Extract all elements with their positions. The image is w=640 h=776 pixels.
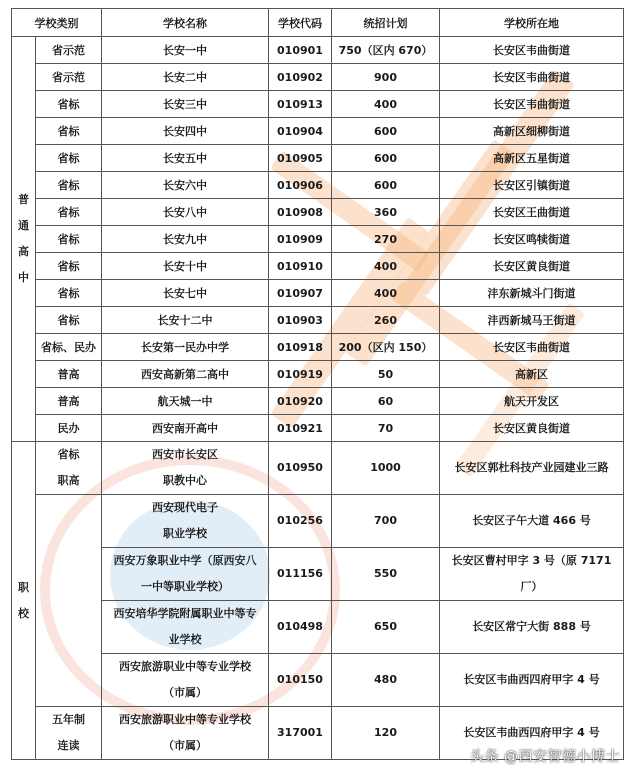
table-row [12,415,624,442]
cell-location: 长安区韦曲街道 [440,64,624,91]
cell-plan: 600 [332,145,440,172]
cell-location: 长安区鸣犊街道 [440,226,624,253]
group-label-high-school: 普 通 高 中 [12,37,36,442]
cell-location: 航天开发区 [440,388,624,415]
cell-plan: 60 [332,388,440,415]
school-enrollment-table [11,8,624,760]
cell-type: 省标 职高 [36,442,102,495]
cell-name: 长安九中 [102,226,269,253]
cell-plan: 400 [332,280,440,307]
cell-code: 010950 [269,442,332,495]
cell-name: 西安南开高中 [102,415,269,442]
cell-name: 西安现代电子 职业学校 [102,495,269,548]
header-school-category: 学校类别 [12,9,102,37]
cell-type: 普高 [36,361,102,388]
cell-type: 省标 [36,280,102,307]
cell-plan: 750（区内 670） [332,37,440,64]
cell-code: 010901 [269,37,332,64]
table-row [12,199,624,226]
table-row [12,601,624,654]
cell-code: 010903 [269,307,332,334]
table-row [12,64,624,91]
cell-location: 长安区郭杜科技产业园建业三路 [440,442,624,495]
cell-location: 沣东新城斗门街道 [440,280,624,307]
cell-type: 省标 [36,91,102,118]
cell-type: 省标 [36,199,102,226]
cell-location: 长安区引镇街道 [440,172,624,199]
header-school-code: 学校代码 [269,9,332,37]
cell-code: 010902 [269,64,332,91]
cell-plan: 900 [332,64,440,91]
cell-plan: 650 [332,601,440,654]
table-row [12,307,624,334]
table-row [12,654,624,707]
header-school-name: 学校名称 [102,9,269,37]
cell-code: 010921 [269,415,332,442]
cell-code: 010919 [269,361,332,388]
cell-code: 010498 [269,601,332,654]
cell-plan: 400 [332,253,440,280]
table-row [12,495,624,548]
table-row [12,91,624,118]
cell-type: 五年制 连读 [36,707,102,760]
cell-code: 010918 [269,334,332,361]
table-row [12,253,624,280]
cell-plan: 600 [332,172,440,199]
cell-code: 010920 [269,388,332,415]
cell-code: 317001 [269,707,332,760]
table-row [12,334,624,361]
cell-name: 长安十中 [102,253,269,280]
cell-code: 010904 [269,118,332,145]
cell-name: 长安二中 [102,64,269,91]
cell-location: 长安区韦曲街道 [440,37,624,64]
source-credit-watermark: 头条 @西安智德小博士 [470,749,620,765]
cell-location: 长安区韦曲街道 [440,334,624,361]
cell-code: 010906 [269,172,332,199]
cell-type [36,495,102,707]
table-header-row [12,9,624,37]
cell-code: 011156 [269,548,332,601]
cell-type: 省标 [36,253,102,280]
cell-name: 西安高新第二高中 [102,361,269,388]
cell-plan: 120 [332,707,440,760]
table-row [12,172,624,199]
cell-plan: 260 [332,307,440,334]
cell-name: 长安第一民办中学 [102,334,269,361]
table-row [12,118,624,145]
cell-plan: 600 [332,118,440,145]
cell-code: 010910 [269,253,332,280]
cell-plan: 550 [332,548,440,601]
cell-location: 沣西新城马王街道 [440,307,624,334]
cell-code: 010907 [269,280,332,307]
cell-type: 普高 [36,388,102,415]
cell-location: 长安区曹村甲字 3 号（原 7171 厂） [440,548,624,601]
header-school-location: 学校所在地 [440,9,624,37]
cell-plan: 400 [332,91,440,118]
cell-name: 西安市长安区 职教中心 [102,442,269,495]
cell-location: 长安区韦曲西四府甲字 4 号 [440,707,624,760]
cell-name: 长安七中 [102,280,269,307]
table-row [12,226,624,253]
table-row [12,548,624,601]
cell-name: 西安万象职业中学（原西安八 一中等职业学校） [102,548,269,601]
cell-location: 长安区常宁大街 888 号 [440,601,624,654]
table-row [12,361,624,388]
cell-type: 省标、民办 [36,334,102,361]
cell-type: 省标 [36,145,102,172]
cell-name: 长安八中 [102,199,269,226]
cell-location: 高新区 [440,361,624,388]
header-enrollment-plan: 统招计划 [332,9,440,37]
cell-name: 长安五中 [102,145,269,172]
cell-location: 长安区王曲街道 [440,199,624,226]
cell-code: 010913 [269,91,332,118]
cell-type: 省标 [36,172,102,199]
table-row [12,442,624,495]
cell-location: 高新区五星街道 [440,145,624,172]
cell-plan: 70 [332,415,440,442]
cell-location: 长安区韦曲街道 [440,91,624,118]
cell-location: 高新区细柳街道 [440,118,624,145]
cell-type: 省标 [36,307,102,334]
cell-plan: 1000 [332,442,440,495]
cell-plan: 200（区内 150） [332,334,440,361]
cell-type: 民办 [36,415,102,442]
cell-code: 010905 [269,145,332,172]
cell-location: 长安区黄良街道 [440,415,624,442]
cell-type: 省标 [36,118,102,145]
cell-name: 长安六中 [102,172,269,199]
cell-plan: 480 [332,654,440,707]
cell-type: 省示范 [36,37,102,64]
cell-code: 010908 [269,199,332,226]
cell-code: 010150 [269,654,332,707]
table-row [12,388,624,415]
cell-name: 航天城一中 [102,388,269,415]
cell-name: 长安三中 [102,91,269,118]
cell-name: 长安四中 [102,118,269,145]
cell-plan: 50 [332,361,440,388]
cell-name: 西安培华学院附属职业中等专 业学校 [102,601,269,654]
cell-name: 西安旅游职业中等专业学校 （市属） [102,707,269,760]
cell-type: 省示范 [36,64,102,91]
group-label-vocational: 职 校 [12,442,36,760]
cell-name: 长安十二中 [102,307,269,334]
cell-location: 长安区子午大道 466 号 [440,495,624,548]
cell-plan: 700 [332,495,440,548]
cell-plan: 360 [332,199,440,226]
table-row [12,280,624,307]
cell-plan: 270 [332,226,440,253]
table-row [12,37,624,64]
cell-location: 长安区韦曲西四府甲字 4 号 [440,654,624,707]
cell-type: 省标 [36,226,102,253]
cell-code: 010256 [269,495,332,548]
cell-name: 西安旅游职业中等专业学校 （市属） [102,654,269,707]
table-row [12,145,624,172]
cell-location: 长安区黄良街道 [440,253,624,280]
cell-code: 010909 [269,226,332,253]
cell-name: 长安一中 [102,37,269,64]
